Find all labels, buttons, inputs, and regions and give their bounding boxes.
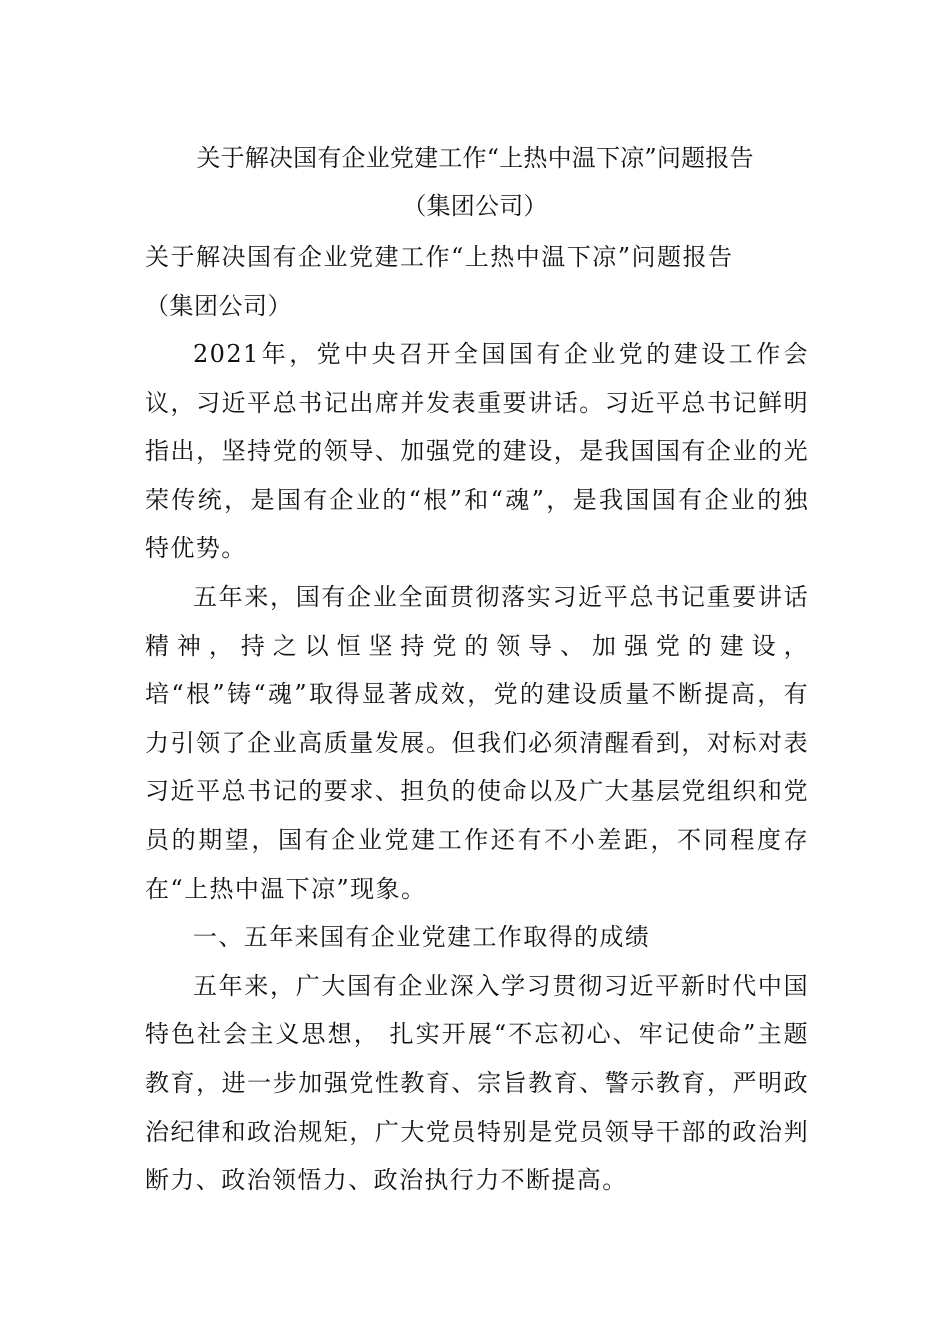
centered-report-title: 关于解决国有企业党建工作“上热中温下凉”问题报告 bbox=[196, 144, 754, 172]
report-title: 关于解决国有企业党建工作“上热中温下凉”问题报告 bbox=[145, 243, 734, 271]
paragraph-gap: 五年来，国有企业全面贯彻落实习近平总书记重要讲话精神，持之以恒坚持党的领导、加强党的建设，培“根”铸“魂”取得显著成效，党的建设质量不断提高，有力引领了企业高质量发展。但我们必须清醒看到，对标对表习近平总书记的要求、担负的使命以及广大基层党组织和党员的期望，国有企业党建工作还有不小差距，不同程度存在“上热中温下凉”现象。 bbox=[145, 582, 809, 903]
centered-report-subtitle: （集团公司） bbox=[402, 192, 548, 220]
report-subtitle: （集团公司） bbox=[145, 292, 292, 320]
paragraph-achievements: 五年来，广大国有企业深入学习贯彻习近平新时代中国特色社会主义思想， 扎实开展“不忘初心、牢记使命”主题教育，进一步加强党性教育、宗旨教育、警示教育，严明政治纪律和政治规矩，广大党员特别是党员领导干部的政治判断力、政治领悟力、政治执行力不断提高。 bbox=[145, 971, 809, 1195]
report-body bbox=[145, 330, 809, 1205]
section-heading-achievements: 一、五年来国有企业党建工作取得的成绩 bbox=[193, 923, 651, 952]
paragraph-intro: 2021年，党中央召开全国国有企业党的建设工作会议，习近平总书记出席并发表重要讲话。习近平总书记鲜明指出，坚持党的领导、加强党的建设，是我国国有企业的光荣传统，是国有企业的“根”和“魂”，是我国国有企业的独特优势。 bbox=[145, 340, 809, 563]
